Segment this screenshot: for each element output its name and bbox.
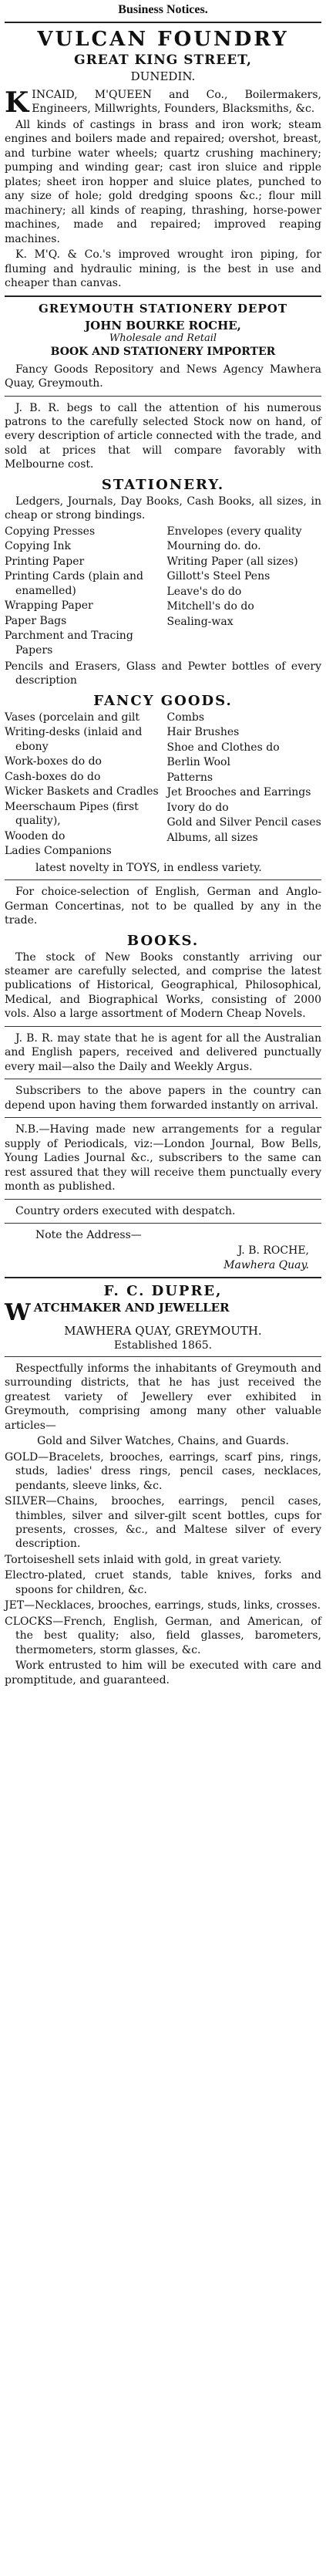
greymouth-rule-3 — [5, 1026, 321, 1027]
concertinas-notice: For choice-selection of English, German and Anglo-German Concertinas, not to be qualled by any in the trade. — [5, 886, 321, 927]
fancy-right-item: Ivory do do — [166, 801, 229, 814]
header-rule — [5, 22, 321, 23]
greymouth-owner: JOHN BOURKE ROCHE, — [85, 318, 241, 333]
stationery-left-item: Copying Ink — [5, 540, 71, 553]
dupre-item: Tortoiseshell sets inlaid with gold, in great variety. — [5, 1553, 282, 1566]
stationery-left-col — [5, 525, 160, 658]
vulcan-firm-name: INCAID, M'QUEEN and Co., — [32, 89, 228, 101]
dupre-rule-1 — [5, 1356, 321, 1357]
stationery-right-item: Mourning do. do. — [166, 540, 261, 553]
stationery-heading: STATIONERY. — [101, 476, 225, 493]
dupre-item: JET—Necklaces, brooches, earrings, studs, links, crosses. — [5, 1599, 321, 1612]
divider-2 — [5, 1277, 321, 1278]
fancy-right-item: Combs — [166, 711, 205, 724]
dupre-trade-line — [5, 1298, 321, 1326]
dupre-name: F. C. DUPRE, — [103, 1282, 223, 1299]
vulcan-dropcap: K — [5, 86, 29, 119]
dupre-item: GOLD—Bracelets, brooches, earrings, scarf pins, rings, studs, ladies' dress rings, pencil cases, necklaces, pendants, sleeve links, &c. — [5, 1450, 321, 1492]
fancy-right-item: Berlin Wool — [166, 756, 230, 769]
fancy-left-col — [5, 711, 160, 859]
dupre-closing: Work entrusted to him will be executed with care and promptitude, and guaranteed. — [5, 1659, 321, 1686]
fancy-left-item: Writing-desks (inlaid and ebony — [5, 726, 143, 753]
stationery-left-item: Copying Presses — [5, 525, 96, 538]
stationery-left-item: Printing Paper — [5, 555, 85, 568]
greymouth-importer: BOOK AND STATIONERY IMPORTER — [50, 345, 276, 358]
vulcan-foundry-ad — [5, 28, 321, 291]
fancy-right-item: Gold and Silver Pencil cases — [166, 816, 321, 829]
stationery-left-item: Wrapping Paper — [5, 599, 93, 613]
periodicals-notice: N.B.—Having made new arrangements for a regular supply of Periodicals, viz:—London Journal, Bow Bells, Young Ladies Journal &c., subscribers to the same can rest assured that they will receive them punctually every month as published. — [5, 1123, 321, 1193]
dupre-watches: Gold and Silver Watches, Chains, and Guards. — [37, 1435, 289, 1448]
vulcan-street: GREAT KING STREET, — [74, 52, 252, 68]
vulcan-city: DUNEDIN. — [130, 69, 196, 83]
fancy-goods-heading: FANCY GOODS. — [93, 692, 233, 709]
books-heading: BOOKS. — [126, 932, 200, 949]
greymouth-notice: J. B. R. begs to call the attention of his numerous patrons to the carefully selected Stock now on hand, of every description of article connected with the trade, and sold at prices that will compare favorably with Melbourne cost. — [5, 401, 321, 471]
dupre-place: MAWHERA QUAY, GREYMOUTH. — [64, 1323, 262, 1338]
stationery-right-item: Writing Paper (all sizes) — [166, 555, 298, 568]
books-body: The stock of New Books constantly arriving our steamer are carefully selected, and comprise the latest publications of Historical, Geographical, Philosophical, Medical, and Biographical Works, consisting of 2000 vols. Also a large assortment of Modern Cheap Novels. — [5, 950, 321, 1021]
dupre-jeweller-ad — [5, 1283, 321, 1687]
divider-1 — [5, 295, 321, 297]
stationery-right-item: Envelopes (every quality — [166, 525, 302, 538]
stationery-ledgers: Ledgers, Journals, Day Books, Cash Books, all sizes, in cheap or strong bindings. — [5, 495, 321, 522]
fancy-left-item: Work-boxes do do — [5, 755, 102, 768]
page-header: Business Notices. — [118, 3, 208, 16]
greymouth-rule-7 — [5, 1223, 321, 1224]
dupre-item: Electro-plated, cruet stands, table knives, forks and spoons for children, &c. — [5, 1569, 321, 1596]
fancy-left-item: Ladies Companions — [5, 845, 112, 858]
vulcan-body: All kinds of castings in brass and iron work; steam engines and boilers made and repaired; overshot, breast, and turbine water wheels; quartz crushing machinery; pumping and winding gear; cast iron sluice and ripple plates; sheet iron hopper and sluice plates, punched to any size of hole; gold dredging spoons &c.; flour mill machinery; all kinds of reaping, thrashing, horse-power machines, made and repaired; improved reaping machines. — [5, 118, 321, 245]
fancy-right-item: Shoe and Clothes do — [166, 741, 280, 754]
greymouth-rule-5 — [5, 1117, 321, 1118]
fancy-left-item: Meerschaum Pipes (first quality), — [5, 800, 139, 828]
fancy-right-item: Hair Brushes — [166, 726, 240, 739]
dupre-dropcap: W — [5, 1298, 31, 1326]
fancy-left-item: Wicker Baskets and Cradles — [5, 785, 159, 798]
newspaper-agent: J. B. R. may state that he is agent for all the Australian and English papers, received and delivered punctually every mail—also the Daily and Weekly Argus. — [5, 1031, 321, 1073]
vulcan-pipe: K. M'Q. & Co.'s improved wrought iron piping, for fluming and hydraulic mining, is the best in use and cheaper than canvas. — [5, 248, 321, 290]
fancy-left-item: Vases (porcelain and gilt — [5, 711, 140, 724]
signature-place: Mawhera Quay. — [223, 1258, 309, 1271]
address-note: Note the Address— — [35, 1229, 142, 1241]
stationery-right-item: Sealing-wax — [166, 615, 234, 628]
fancy-toys: latest novelty in TOYS, in endless variety. — [35, 861, 262, 874]
fancy-right-item: Patterns — [166, 771, 213, 784]
country-orders: Country orders executed with despatch. — [15, 1204, 236, 1217]
greymouth-repository: Fancy Goods Repository and News Agency Mawhera Quay, Greymouth. — [5, 363, 321, 390]
fancy-left-item: Cash-boxes do do — [5, 770, 101, 783]
greymouth-stationery-ad — [5, 302, 321, 1272]
vulcan-firm — [5, 86, 321, 119]
greymouth-rule-2 — [5, 879, 321, 880]
dupre-item: SILVER—Chains, brooches, earrings, pencil cases, thimbles, silver and silver-gilt scent bottles, cups for presents, crosses, &c., and Maltese silver of every description. — [5, 1495, 321, 1551]
stationery-right-item: Mitchell's do do — [166, 600, 254, 613]
vulcan-firm-trades: Boilermakers, Engineers, Millwrights, Founders, Blacksmiths, &c. — [32, 89, 321, 116]
signature-name: J. B. ROCHE, — [237, 1244, 309, 1258]
dupre-trade: ATCHMAKER AND JEWELLER — [33, 1300, 230, 1315]
dupre-item: CLOCKS—French, English, German, and American, of the best quality; also, field glasses, barometers, thermometers, storm glasses, &c. — [5, 1615, 321, 1656]
stationery-columns — [5, 525, 321, 658]
stationery-right-item: Gillott's Steel Pens — [166, 570, 271, 583]
greymouth-wholesale: Wholesale and Retail — [109, 332, 217, 344]
dupre-intro: Respectfully informs the inhabitants of Greymouth and surrounding districts, that he has just received the greatest variety of Jewellery ever exhibited in Greymouth, comprising among many other valuable articles— — [5, 1362, 321, 1432]
stationery-left-item: Printing Cards (plain and enamelled) — [5, 570, 144, 597]
stationery-left-item: Parchment and Tracing Papers — [5, 630, 133, 657]
greymouth-rule-1 — [5, 396, 321, 397]
fancy-right-item: Jet Brooches and Earrings — [166, 786, 311, 799]
fancy-right-col — [167, 711, 322, 859]
vulcan-title: VULCAN FOUNDRY — [37, 28, 289, 51]
greymouth-title: GREYMOUTH STATIONERY DEPOT — [39, 301, 287, 316]
stationery-left-item: Paper Bags — [5, 614, 67, 627]
fancy-right-item: Albums, all sizes — [166, 831, 258, 844]
greymouth-rule-6 — [5, 1199, 321, 1200]
subscribers-notice: Subscribers to the above papers in the country can depend upon having them forwarded instantly on arrival. — [5, 1085, 321, 1112]
stationery-pencils: Pencils and Erasers, Glass and Pewter bottles of every description — [5, 660, 321, 687]
fancy-columns — [5, 711, 321, 859]
stationery-right-col — [167, 525, 322, 658]
fancy-left-item: Wooden do — [5, 829, 66, 842]
dupre-established: Established 1865. — [113, 1339, 213, 1352]
stationery-right-item: Leave's do do — [166, 585, 242, 598]
